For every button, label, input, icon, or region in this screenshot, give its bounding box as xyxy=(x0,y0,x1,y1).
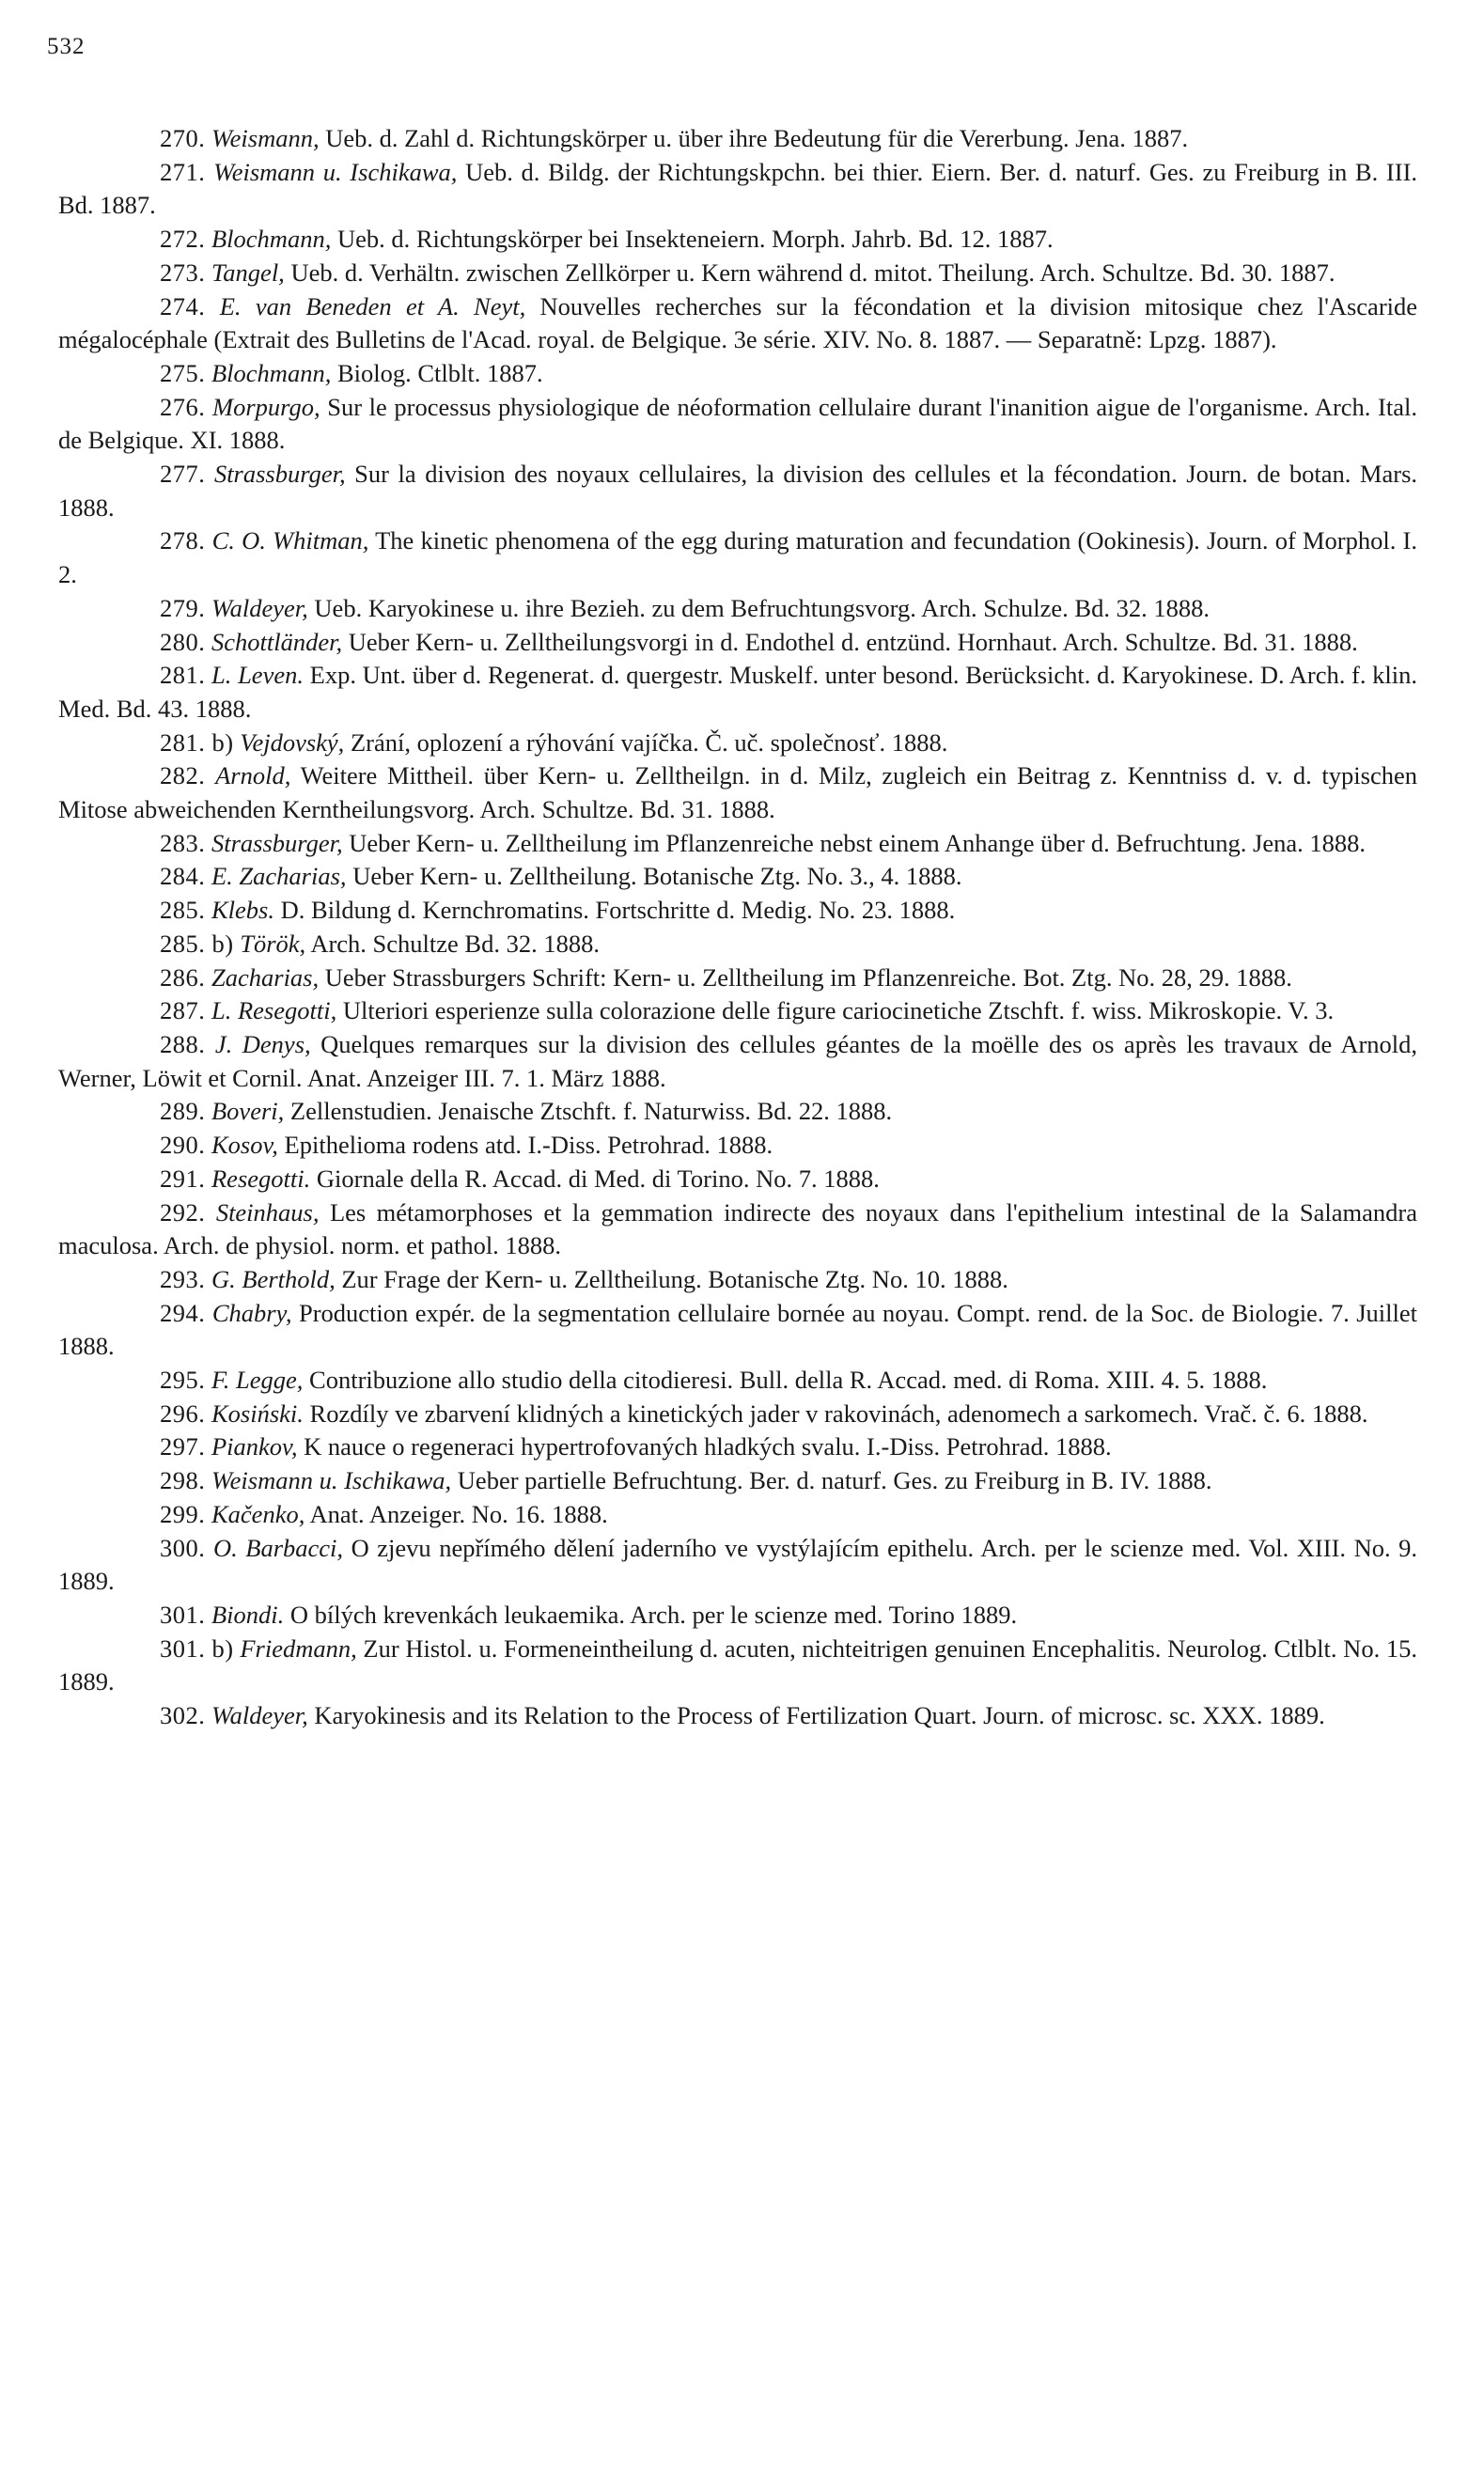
entry-author: Kosov, xyxy=(211,1131,278,1160)
entry-author: Strassburger, xyxy=(213,460,346,489)
entry-number: 280. xyxy=(160,627,206,656)
entry-author: O. Barbacci, xyxy=(212,1533,344,1562)
page-number: 532 xyxy=(47,34,86,59)
entry-number: 293. xyxy=(160,1264,206,1293)
entry-author: Vejdovský, xyxy=(240,727,345,757)
entry-text: Contribuzione allo studio della citodieresi. Bull. della R. Accad. med. di Roma. XIII. 4. 5. 1888. xyxy=(309,1366,1268,1395)
entry-text: Ueb. d. Zahl d. Richtungskörper u. über ihre Bedeutung für die Vererbung. Jena. 1887. xyxy=(325,124,1189,152)
entry-number: 296. xyxy=(160,1399,206,1428)
entry-text: Zur Histol. u. Formeneintheilung d. acuten, nichteitrigen genuinen Encephalitis. Neurolog. Ctlblt. No. 15. 1889. xyxy=(58,1633,1417,1696)
entry-number: 287. xyxy=(160,996,206,1025)
bibliography-entry xyxy=(58,1498,1417,1532)
bibliography-entry xyxy=(58,994,1417,1028)
entry-number: 270. xyxy=(160,124,206,152)
bibliography-entry xyxy=(58,1430,1417,1464)
bibliography-entry xyxy=(58,827,1417,861)
entry-author: Török, xyxy=(240,929,306,958)
entry-number: 278. xyxy=(160,526,206,555)
bibliography-entry xyxy=(58,860,1417,894)
entry-author: Blochmann, xyxy=(211,225,332,254)
entry-author: E. Zacharias, xyxy=(211,862,347,891)
entry-text: Anat. Anzeiger. No. 16. 1888. xyxy=(309,1499,608,1528)
entry-number: 292. xyxy=(160,1197,206,1227)
bibliography-entry xyxy=(58,1633,1417,1699)
entry-number: 281. b) xyxy=(160,727,234,757)
entry-text: Karyokinesis and its Relation to the Process of Fertilization Quart. Journ. of microsc. sc. XXX. 1889. xyxy=(314,1701,1325,1730)
entry-text: Weitere Mittheil. über Kern- u. Zelltheilgn. in d. Milz, zugleich ein Beitrag z. Kenntniss d. v. d. typischen Mitose abweichenden Kerntheilungsvorg. Arch. Schultze. Bd. 31. 1888. xyxy=(58,761,1417,824)
entry-author: Boveri, xyxy=(211,1097,285,1126)
entry-author: L. Resegotti, xyxy=(211,996,337,1025)
entry-text: Zur Frage der Kern- u. Zelltheilung. Botanische Ztg. No. 10. 1888. xyxy=(341,1264,1008,1293)
entry-text: Ueber Kern- u. Zelltheilungsvorgi in d. Endothel d. entzünd. Hornhaut. Arch. Schultze. Bd. 31. 1888. xyxy=(348,627,1358,656)
entry-number: 297. xyxy=(160,1432,206,1461)
entry-author: Schottländer, xyxy=(211,627,343,656)
entry-number: 274. xyxy=(160,291,206,320)
entry-text: Ulteriori esperienze sulla colorazione delle figure cariocinetiche Ztschft. f. wiss. Mikroskopie. V. 3. xyxy=(342,996,1335,1025)
entry-number: 279. xyxy=(160,593,206,622)
entry-text: Ueber Kern- u. Zelltheilung. Botanische Ztg. No. 3., 4. 1888. xyxy=(352,862,962,891)
entry-number: 271. xyxy=(160,157,206,186)
entry-number: 277. xyxy=(160,460,206,489)
entry-number: 289. xyxy=(160,1097,206,1126)
entry-number: 283. xyxy=(160,828,206,857)
bibliography-entry xyxy=(58,1129,1417,1163)
entry-number: 288. xyxy=(160,1029,206,1058)
entry-text: The kinetic phenomena of the egg during maturation and fecundation (Ookinesis). Journ. of Morphol. I. 2. xyxy=(58,526,1417,589)
bibliography-entry xyxy=(58,458,1417,524)
entry-text: Biolog. Ctlblt. 1887. xyxy=(336,358,543,387)
entry-author: Arnold, xyxy=(215,761,291,790)
entry-text: Rozdíly ve zbarvení klidných a kinetických jader v rakovinách, adenomech a sarkomech. Vrač. č. 6. 1888. xyxy=(309,1399,1368,1428)
entry-text: Zrání, oplození a rýhování vajíčka. Č. uč. společnosť. 1888. xyxy=(350,727,948,757)
entry-number: 286. xyxy=(160,962,206,992)
entry-text: Epithelioma rodens atd. I.-Diss. Petrohrad. 1888. xyxy=(284,1131,773,1160)
entry-author: E. van Beneden et A. Neyt, xyxy=(219,291,526,320)
entry-author: Blochmann, xyxy=(211,358,332,387)
entry-author: Steinhaus, xyxy=(215,1197,320,1227)
entry-author: Piankov, xyxy=(211,1432,298,1461)
bibliography-entry xyxy=(58,257,1417,290)
bibliography-entry xyxy=(58,759,1417,826)
entry-text: Sur la division des noyaux cellulaires, la division des cellules et la fécondation. Journ. de botan. Mars. 1888. xyxy=(58,460,1418,522)
entry-number: 295. xyxy=(160,1366,206,1395)
entry-author: C. O. Whitman, xyxy=(211,526,369,555)
entry-text: Sur le processus physiologique de néoformation cellulaire durant l'inanition aigue de l'organisme. Arch. Ital. de Belgique. XI. 1888. xyxy=(58,392,1417,455)
entry-text: Ueb. d. Verhältn. zwischen Zellkörper u. Kern während d. mitot. Theilung. Arch. Schultze. Bd. 30. 1887. xyxy=(290,258,1336,287)
bibliography-entry xyxy=(58,659,1417,726)
bibliography-entry xyxy=(58,1196,1417,1263)
entry-number: 301. xyxy=(160,1600,206,1629)
entry-author: Resegotti. xyxy=(211,1164,311,1193)
entry-text: Ueber partielle Befruchtung. Ber. d. naturf. Ges. zu Freiburg in B. IV. 1888. xyxy=(457,1466,1212,1495)
bibliography-entry xyxy=(58,122,1417,156)
entry-number: 282. xyxy=(160,761,206,790)
entry-text: Ueb. Karyokinese u. ihre Bezieh. zu dem Befruchtungsvorg. Arch. Schulze. Bd. 32. 1888. xyxy=(314,593,1210,622)
entry-author: Tangel, xyxy=(211,258,285,287)
entry-text: Production expér. de la segmentation cellulaire bornée au noyau. Compt. rend. de la Soc. de Biologie. 7. Juillet 1888. xyxy=(58,1298,1417,1361)
entry-number: 290. xyxy=(160,1131,206,1160)
entry-author: Chabry, xyxy=(211,1298,292,1327)
entry-author: Zacharias, xyxy=(211,962,320,992)
entry-text: O zjevu nepřímého dělení jaderního ve vystýlajícím epithelu. Arch. per le scienze med. Vol. XIII. No. 9. 1889. xyxy=(58,1533,1418,1596)
entry-text: D. Bildung d. Kernchromatins. Fortschritte d. Medig. No. 23. 1888. xyxy=(280,896,956,925)
bibliography-entry xyxy=(58,961,1417,995)
entry-text: Quelques remarques sur la division des cellules géantes de la moëlle des os après les travaux de Arnold, Werner, Löwit et Cornil. Anat. Anzeiger III. 7. 1. März 1888. xyxy=(58,1029,1418,1092)
bibliography-entry xyxy=(58,1028,1417,1095)
entry-number: 273. xyxy=(160,258,206,287)
entry-text: Ueber Strassburgers Schrift: Kern- u. Zelltheilung im Pflanzenreiche. Bot. Ztg. No. 28, 29. 1888. xyxy=(324,962,1292,992)
entry-number: 281. xyxy=(160,661,206,690)
entry-number: 298. xyxy=(160,1466,206,1495)
entry-author: Weismann, xyxy=(211,124,320,152)
entry-number: 294. xyxy=(160,1298,206,1327)
entry-number: 299. xyxy=(160,1499,206,1528)
bibliography-entry xyxy=(58,357,1417,391)
entry-author: Weismann u. Ischikawa, xyxy=(211,1466,452,1495)
entry-text: Nouvelles recherches sur la fécondation et la division mitosique chez l'Ascaride mégalocéphale (Extrait des Bulletins de l'Acad. royal. de Belgique. 3e série. XIV. No. 8. 1887. — Separatně: Lpzg. 1887). xyxy=(58,291,1418,354)
entry-author: Kačenko, xyxy=(211,1499,305,1528)
bibliography-entry xyxy=(58,1532,1417,1599)
bibliography-entry xyxy=(58,626,1417,660)
bibliography-entry xyxy=(58,1699,1417,1733)
bibliography-entry xyxy=(58,1263,1417,1297)
entry-author: Waldeyer, xyxy=(211,593,308,622)
entry-author: Strassburger, xyxy=(211,828,343,857)
bibliography-entry xyxy=(58,156,1417,223)
entry-text: Zellenstudien. Jenaische Ztschft. f. Naturwiss. Bd. 22. 1888. xyxy=(289,1097,893,1126)
bibliography-entry xyxy=(58,391,1417,458)
entry-author: G. Berthold, xyxy=(211,1264,336,1293)
bibliography-entry xyxy=(58,1095,1417,1129)
entry-author: Klebs. xyxy=(211,896,274,925)
entry-author: F. Legge, xyxy=(211,1366,304,1395)
entry-number: 272. xyxy=(160,225,206,254)
entry-number: 275. xyxy=(160,358,206,387)
bibliography-entry xyxy=(58,1297,1417,1364)
entry-number: 301. b) xyxy=(160,1633,234,1663)
entry-text: Ueb. d. Richtungskörper bei Insekteneiern. Morph. Jahrb. Bd. 12. 1887. xyxy=(336,225,1054,254)
bibliography-entry xyxy=(58,592,1417,626)
entry-text: K nauce o regeneraci hypertrofovaných hladkých svalu. I.-Diss. Petrohrad. 1888. xyxy=(304,1432,1112,1461)
entry-number: 284. xyxy=(160,862,206,891)
entry-number: 276. xyxy=(160,392,206,421)
entry-author: Morpurgo, xyxy=(212,392,320,421)
entry-author: J. Denys, xyxy=(214,1029,311,1058)
bibliography-entry xyxy=(58,1464,1417,1498)
bibliography-entry xyxy=(58,928,1417,961)
entry-number: 291. xyxy=(160,1164,206,1193)
entry-text: Giornale della R. Accad. di Med. di Torino. No. 7. 1888. xyxy=(316,1164,880,1193)
bibliography-entry xyxy=(58,223,1417,257)
bibliography-entry xyxy=(58,1398,1417,1431)
bibliography-entry xyxy=(58,727,1417,760)
entry-text: Exp. Unt. über d. Regenerat. d. quergestr. Muskelf. unter besond. Berücksicht. d. Karyokinese. D. Arch. f. klin. Med. Bd. 43. 1888. xyxy=(58,661,1418,723)
entry-number: 285. xyxy=(160,896,206,925)
bibliography-entry xyxy=(58,1163,1417,1196)
entry-author: Waldeyer, xyxy=(211,1701,308,1730)
entry-author: L. Leven. xyxy=(211,661,304,690)
entry-text: Ueb. d. Bildg. der Richtungskpchn. bei thier. Eiern. Ber. d. naturf. Ges. zu Freiburg in B. III. Bd. 1887. xyxy=(58,157,1418,220)
bibliography-list xyxy=(58,122,1417,1733)
entry-number: 285. b) xyxy=(160,929,234,958)
entry-author: Weismann u. Ischikawa, xyxy=(213,157,458,186)
entry-text: O bílých krevenkách leukaemika. Arch. per le scienze med. Torino 1889. xyxy=(289,1600,1018,1629)
entry-author: Biondi. xyxy=(211,1600,285,1629)
bibliography-entry xyxy=(58,1599,1417,1633)
bibliography-entry xyxy=(58,894,1417,928)
entry-author: Kosiński. xyxy=(211,1399,304,1428)
entry-number: 302. xyxy=(160,1701,206,1730)
entry-author: Friedmann, xyxy=(240,1633,357,1663)
bibliography-entry xyxy=(58,524,1417,591)
entry-text: Ueber Kern- u. Zelltheilung im Pflanzenreiche nebst einem Anhange über d. Befruchtung. Jena. 1888. xyxy=(349,828,1367,857)
entry-text: Arch. Schultze Bd. 32. 1888. xyxy=(310,929,600,958)
bibliography-entry xyxy=(58,1364,1417,1398)
entry-text: Les métamorphoses et la gemmation indirecte des noyaux dans l'epithelium intestinal de la Salamandra maculosa. Arch. de physiol. norm. et pathol. 1888. xyxy=(58,1197,1418,1260)
bibliography-entry xyxy=(58,290,1417,357)
entry-number: 300. xyxy=(160,1533,206,1562)
